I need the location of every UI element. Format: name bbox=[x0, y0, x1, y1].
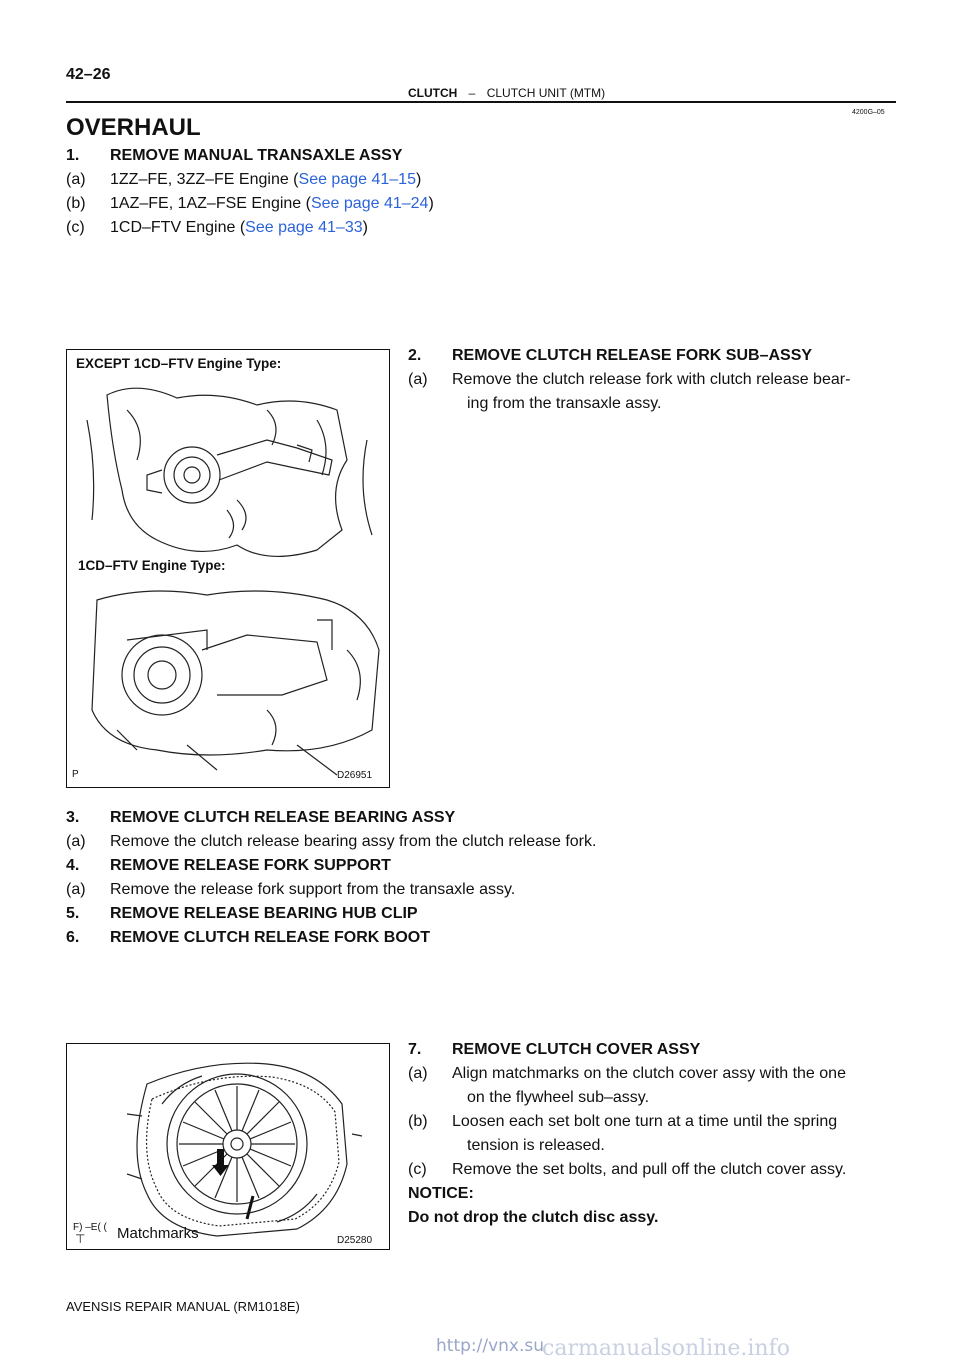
step-2-heading: 2. REMOVE CLUTCH RELEASE FORK SUB–ASSY bbox=[408, 347, 813, 364]
matchmarks-label: Matchmarks bbox=[117, 1225, 199, 1242]
step-4-heading: 4. REMOVE RELEASE FORK SUPPORT bbox=[66, 857, 391, 874]
step-3-heading: 3. REMOVE CLUTCH RELEASE BEARING ASSY bbox=[66, 809, 456, 826]
step-1b: (b) 1AZ–FE, 1AZ–FSE Engine (See page 41–24) bbox=[66, 195, 434, 212]
page-number: 42–26 bbox=[66, 66, 111, 83]
step-1a: (a) 1ZZ–FE, 3ZZ–FE Engine (See page 41–15) bbox=[66, 171, 422, 188]
step-5-heading: 5. REMOVE RELEASE BEARING HUB CLIP bbox=[66, 905, 418, 922]
subsection-name: CLUTCH UNIT (MTM) bbox=[486, 86, 606, 100]
step-7b-cont: tension is released. bbox=[467, 1137, 605, 1154]
see-page-link[interactable]: See page 41–15 bbox=[298, 171, 416, 188]
clutch-cover-illustration bbox=[67, 1044, 389, 1249]
see-page-link[interactable]: See page 41–24 bbox=[310, 195, 429, 212]
watermark-site: carmanualsonline.info bbox=[542, 1336, 790, 1361]
step-6-heading: 6. REMOVE CLUTCH RELEASE FORK BOOT bbox=[66, 929, 431, 946]
see-page-link[interactable]: See page 41–33 bbox=[245, 219, 363, 236]
page-title: OVERHAUL bbox=[66, 114, 201, 141]
figure-label-1cd: 1CD–FTV Engine Type: bbox=[78, 558, 226, 573]
watermark-link[interactable]: http://vnx.su bbox=[436, 1336, 545, 1356]
figure-corner-mark: F) –E( ( bbox=[73, 1222, 107, 1233]
doc-code: 4200G–05 bbox=[852, 109, 885, 116]
figure-clutch-cover bbox=[66, 1043, 390, 1250]
step-2a: (a) Remove the clutch release fork with clutch release bear- bbox=[408, 371, 851, 388]
notice-text: Do not drop the clutch disc assy. bbox=[408, 1209, 659, 1226]
step-7c: (c) Remove the set bolts, and pull off the clutch cover assy. bbox=[408, 1161, 847, 1178]
footer: AVENSIS REPAIR MANUAL (RM1018E) bbox=[66, 1299, 300, 1314]
figure-label-except-1cd: EXCEPT 1CD–FTV Engine Type: bbox=[76, 356, 282, 371]
figure-release-fork bbox=[66, 349, 390, 788]
step-2a-cont: ing from the transaxle assy. bbox=[467, 395, 662, 412]
header-separator: – bbox=[468, 86, 476, 100]
step-3a: (a) Remove the clutch release bearing assy from the clutch release fork. bbox=[66, 833, 597, 850]
step-7a: (a) Align matchmarks on the clutch cover assy with the one bbox=[408, 1065, 846, 1082]
header-rule bbox=[66, 101, 896, 103]
figure-corner-mark: P bbox=[72, 769, 79, 780]
step-7-heading: 7. REMOVE CLUTCH COVER ASSY bbox=[408, 1041, 701, 1058]
step-7a-cont: on the flywheel sub–assy. bbox=[467, 1089, 650, 1106]
notice-label: NOTICE: bbox=[408, 1185, 474, 1202]
step-7b: (b) Loosen each set bolt one turn at a time until the spring bbox=[408, 1113, 838, 1130]
step-1c: (c) 1CD–FTV Engine (See page 41–33) bbox=[66, 219, 368, 236]
section-name: CLUTCH bbox=[408, 86, 458, 100]
running-header bbox=[408, 86, 605, 100]
figure-code: D25280 bbox=[337, 1235, 373, 1246]
figure-code: D26951 bbox=[337, 770, 373, 781]
step-1-heading: 1. REMOVE MANUAL TRANSAXLE ASSY bbox=[66, 147, 403, 164]
tee-mark: ⊤ bbox=[75, 1232, 86, 1246]
step-4a: (a) Remove the release fork support from the transaxle assy. bbox=[66, 881, 516, 898]
